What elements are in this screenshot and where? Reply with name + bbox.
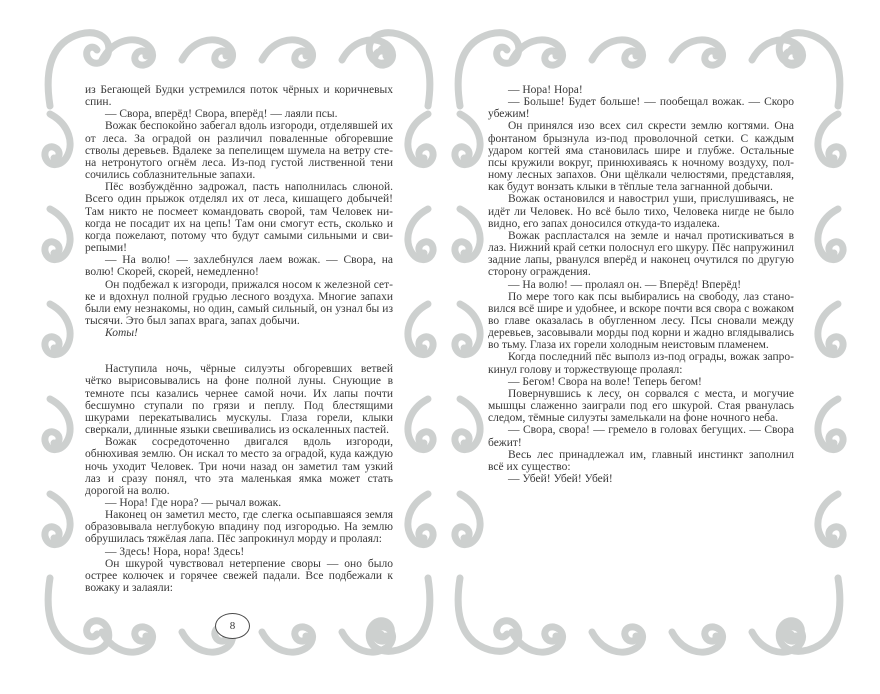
- paragraph: Весь лес принадлежал им, главный инстинкт заполнил всё их существо:: [488, 448, 794, 473]
- paragraph: из Бегающей Будки устремился поток чёрных и коричневых спин.: [85, 84, 393, 109]
- paragraph: Наконец он заметил место, где слегка осыпавшаяся земля образовывала неглубокую впадину под изгородью. На землю обрушилась тяжёлая лапа. Пёс запрокинул морду и пролаял:: [85, 509, 393, 546]
- paragraph: Пёс возбуждённо задрожал, пасть наполнилась слюной. Всего один прыжок отделял их от леса, кишащего добычей! Там никто не посмеет командовать сворой, там Человек никогда не посадит их на цепь! Там они смогут есть, сколько и когда пожелают, потому что будут самыми сильными и свирепыми!: [85, 181, 393, 255]
- paragraph: — Нора! Нора!: [508, 84, 583, 96]
- page-right-text: [488, 84, 794, 612]
- paragraph: — Бегом! Свора на воле! Теперь бегом!: [508, 375, 702, 388]
- paragraph: — На волю! — захлебнулся лаем вожак. — Свора, на волю! Скорей, скорей, немедленно!: [85, 254, 393, 279]
- page-left-text: [85, 84, 393, 612]
- paragraph: Вожак беспокойно забегал вдоль изгороди, отделявшей их от леса. За оградой он различил поваленные обгоревшие стволы деревьев. Вдалеке за пепелищем шумела на ветру стена нетронутого огнём леса. Из-под густой лиственной тени сочились соблазнительные запахи.: [85, 120, 393, 182]
- paragraph: — Свора, вперёд! Свора, вперёд! — лаяли псы.: [105, 108, 338, 121]
- paragraph: — Свора, свора! — гремело в головах бегущих. — Свора бежит!: [488, 424, 794, 449]
- paragraph: Коты!: [105, 327, 138, 340]
- paragraph: Вожак остановился и навострил уши, прислушиваясь, не идёт ли Человек. Но всё было тихо, Человека нигде не было видно, его запах доносился откуда-то издалека.: [488, 193, 794, 230]
- paragraph: — Здесь! Нора, нора! Здесь!: [105, 545, 245, 558]
- page-number-badge: [215, 613, 250, 639]
- paragraph: — Убей! Убей! Убей!: [508, 473, 613, 485]
- paragraph: Он подбежал к изгороди, прижался носом к железной сетке и вдохнул полной грудью лесного воздуха. Многие запахи были ему незнакомы, но один, самый сильный, он узнал бы из тысячи. Это был запах врага, запах добычи.: [85, 278, 393, 327]
- paragraph: — Больше! Будет больше! — пообещал вожак. — Скоро убежим!: [488, 96, 794, 121]
- paragraph: Он принялся изо всех сил скрести землю когтями. Она фонтаном брызнула из-под проволочной сетки. С каждым ударом когтей яма становилась шире и глубже. Остальные псы кружили вокруг, принюхиваясь к ночному воздуху, полному лесных запахов. Они щёлкали челюстями, представляя, как будут вонзать клыки в тёплые тела загнанной добычи.: [488, 120, 794, 194]
- paragraph: Вожак сосредоточенно двигался вдоль изгороди, обнюхивая землю. Он искал то место за оградой, куда каждую ночь уходит Человек. Три ночи назад он заметил там узкий лаз и сразу понял, что эта маленькая ямка может стать дорогой на волю.: [85, 436, 393, 497]
- paragraph: По мере того как псы выбирались на свободу, лаз становился всё шире и удобнее, и вскоре почти вся свора с вожаком во главе оказалась в обугленном лесу. Псы сновали между деревьев, засовывали морды под корни и жадно вглядывались во тьму. Глаза их горели холодным неистовым пламенем.: [488, 290, 794, 352]
- paragraph: Он шкурой чувствовал нетерпение своры — оно было острее колючек и горячее свежей падали. Все подбежали к вожаку и залаяли:: [85, 557, 393, 595]
- page-right: [448, 22, 850, 662]
- paragraph: Повернувшись к лесу, он сорвался с места, и могучие мышцы слаженно заиграли под его шкурой. Стая рванулась следом, тёмные силуэты замелькали на фоне ночного неба.: [488, 387, 794, 425]
- page-number: 8: [229, 620, 236, 632]
- paragraph: — На волю! — пролаял он. — Вперёд! Вперёд!: [508, 278, 742, 291]
- page-left: [38, 22, 440, 662]
- scene-break: [85, 339, 393, 363]
- paragraph: — Нора! Где нора? — рычал вожак.: [105, 497, 282, 509]
- paragraph: Вожак распластался на земле и начал протискиваться в лаз. Нижний край сетки полоснул его шкуру. Пёс напружинил задние лапы, рванулся вперёд и наконец очутился по другую сторону ограждения.: [488, 229, 794, 279]
- paragraph: Наступила ночь, чёрные силуэты обгоревших ветвей чётко вырисовывались на фоне полной луны. Снующие в темноте псы казались чернее самой ночи. Их лапы почти бесшумно ступали по грязи и пеплу. Под блестящими шкурами перекатывались мускулы. Глаза горели, клыки сверкали, длинные языки свешивались из оскаленных пастей.: [85, 363, 393, 437]
- paragraph: Когда последний пёс выполз из-под ограды, вожак запрокинул голову и торжествующе пролаял:: [488, 351, 794, 376]
